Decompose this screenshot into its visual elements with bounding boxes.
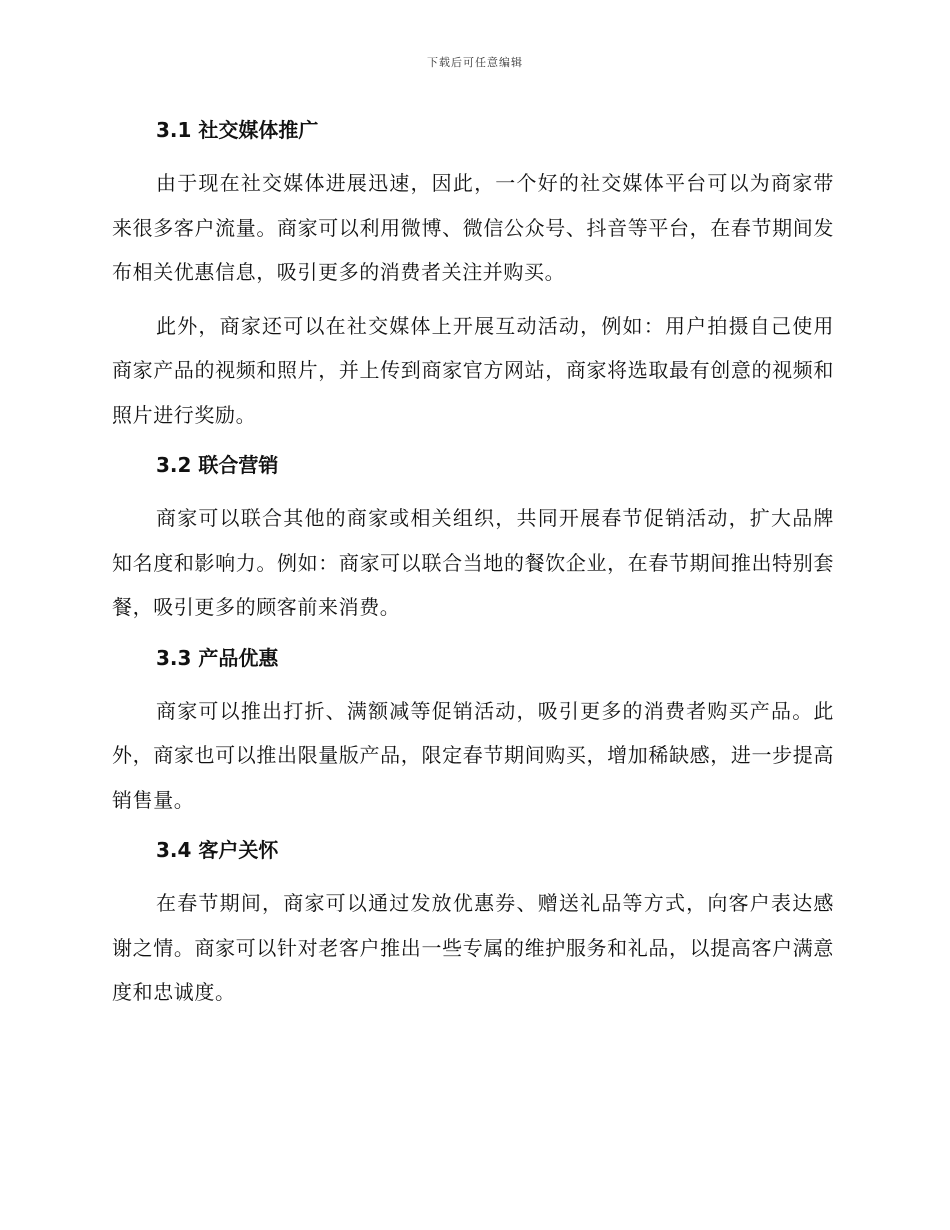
paragraph: 商家可以联合其他的商家或相关组织，共同开展春节促销活动，扩大品牌知名度和影响力。例如：商家可以联合当地的餐饮企业，在春节期间推出特别套餐，吸引更多的顾客前来消费。 bbox=[112, 506, 834, 619]
section-heading: 3.4 客户关怀 bbox=[156, 838, 279, 862]
document-body bbox=[112, 110, 834, 1015]
section-heading: 3.3 产品优惠 bbox=[156, 645, 279, 670]
page-header: 下载后可任意编辑 bbox=[427, 56, 523, 69]
section-3-3 bbox=[112, 638, 834, 831]
paragraph: 由于现在社交媒体进展迅速，因此，一个好的社交媒体平台可以为商家带来很多客户流量。商家可以利用微博、微信公众号、抖音等平台，在春节期间发布相关优惠信息，吸引更多的消费者关注并购买。 bbox=[112, 171, 834, 284]
section-3-4 bbox=[112, 830, 834, 1015]
section-3-1 bbox=[112, 110, 834, 445]
paragraph: 在春节期间，商家可以通过发放优惠券、赠送礼品等方式，向客户表达感谢之情。商家可以针对老客户推出一些专属的维护服务和礼品，以提高客户满意度和忠诚度。 bbox=[112, 891, 834, 1004]
section-heading: 3.2 联合营销 bbox=[156, 453, 279, 477]
paragraph: 此外，商家还可以在社交媒体上开展互动活动，例如：用户拍摄自己使用商家产品的视频和照片，并上传到商家官方网站，商家将选取最有创意的视频和照片进行奖励。 bbox=[112, 313, 834, 427]
paragraph: 商家可以推出打折、满额减等促销活动，吸引更多的消费者购买产品。此外，商家也可以推出限量版产品，限定春节期间购买，增加稀缺感，进一步提高销售量。 bbox=[112, 698, 834, 812]
section-heading: 3.1 社交媒体推广 bbox=[156, 118, 319, 142]
section-3-2 bbox=[112, 445, 834, 638]
